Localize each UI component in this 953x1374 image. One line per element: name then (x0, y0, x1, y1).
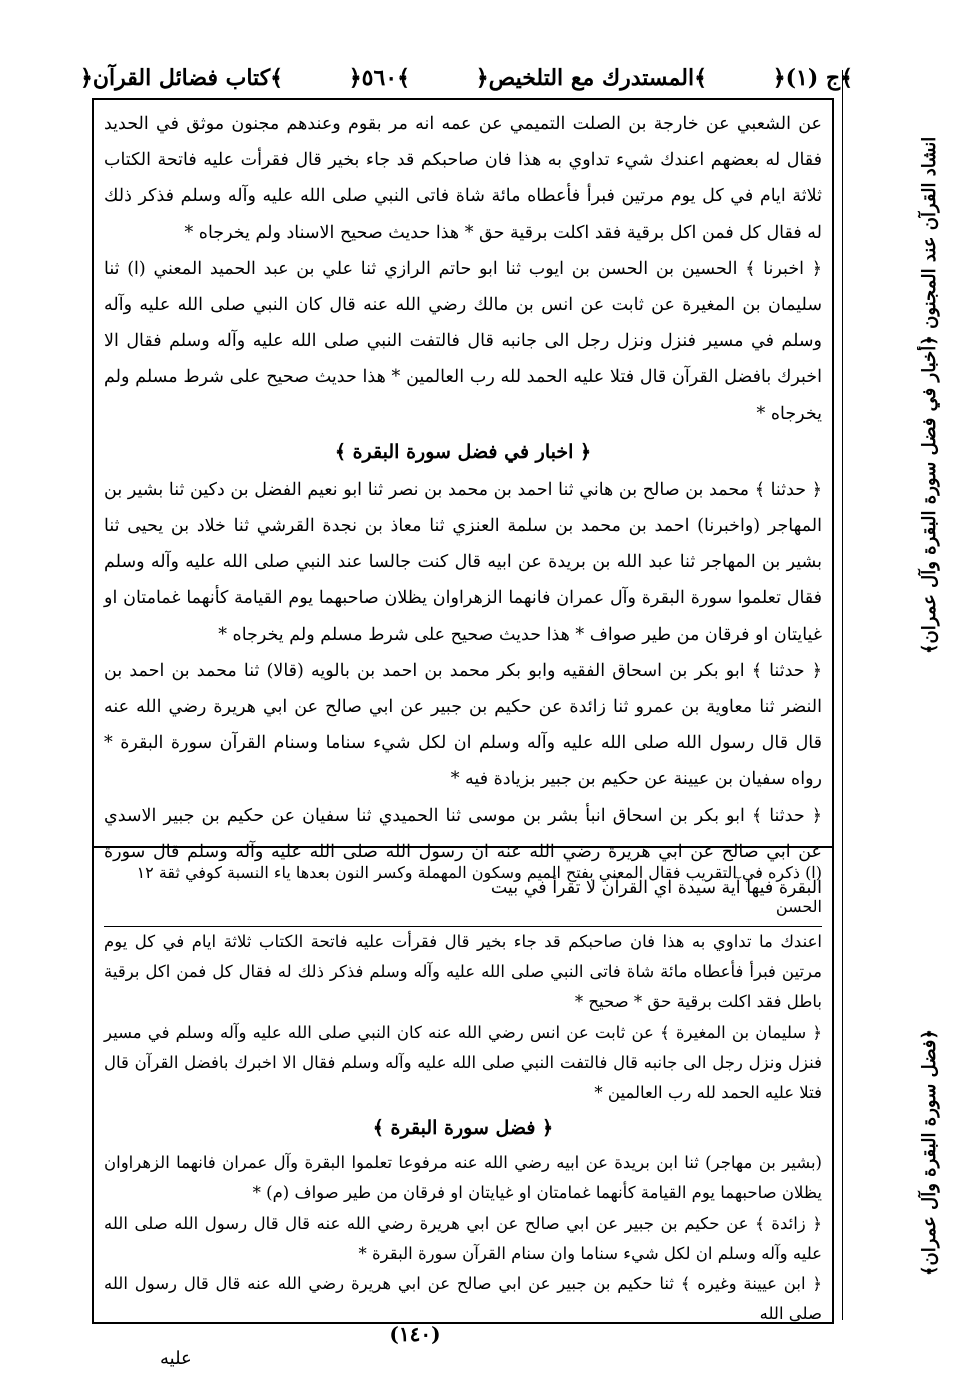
section-title: ﴿كتاب فضائل القرآن﴾ (80, 65, 284, 91)
page-header (80, 58, 853, 98)
summary-paragraph: اعندك ما تداوي به هذا فان صاحبكم قد جاء بخير قال فقرأت عليه فاتحة الكتاب ثلاثة ايام في كل يوم مرتين فبرأ فأعطاه مائة شاة فاتى النبي صلى الله عليه وآله وسلم فذكر ذلك له فقال كل فمن اكل برقية باطل فقد اكلت برقية حق * صحيح * (104, 932, 822, 1012)
margin-note-bottom: ﴿فضل سورة البقرة وآل عمران﴾ (919, 1029, 940, 1276)
text-frame (92, 98, 834, 1324)
hadith-paragraph: ﴿ حدثنا ﴾ ابو بكر بن اسحاق الفقيه وابو بكر محمد بن احمد بن بالويه (قالا) ثنا محمد بن احمد بن النضر ثنا معاوية بن عمرو ثنا زائدة عن حكيم بن جبير عن ابي صالح عن ابي هريرة رضي الله عنه قال قال رسول الله صلى الله عليه وآله وسلم ان لكل شيء سناما وسنام القرآن سورة البقرة * رواه سفيان بن عيينة عن حكيم بن جبير بزيادة فيه * (104, 660, 822, 790)
margin-rule (842, 70, 843, 1320)
footnote: (ا) ذكره في التقريب فقال المعني بفتح الميم وسكون المهملة وكسر النون بعدها ياء النسبة كوفي ثقة ١٢ الحسن (104, 856, 822, 927)
page-number: (١٤٠) (389, 1322, 441, 1346)
volume-label: ﴿ج (١)﴾ (772, 65, 853, 91)
hadith-paragraph: عن الشعبي عن خارجة بن الصلت التميمي عن عمه انه مر بقوم وعندهم مجنون موثق في الحديد فقال له بعضهم اعندك شيء تداوي به هذا فان صاحبكم قد جاء بخير قال فقرأت عليه فاتحة الكتاب ثلاثة ايام في كل يوم مرتين فبرأ فأعطاه مائة شاة فاتى النبي صلى الله عليه وآله وسلم فذكر ذلك له فقال كل فمن اكل برقية فقد اكلت برقية حق * هذا حديث صحيح الاسناد ولم يخرجاه * (104, 114, 822, 243)
page-marker: ﴿٥٦٠﴾ (348, 65, 411, 91)
section-divider (94, 846, 832, 848)
section-heading: ﴿ اخبار في فضل سورة البقرة ﴾ (334, 440, 592, 463)
summary-paragraph: ﴿ زائدة ﴾ عن حكيم بن جبير عن ابي صالح عن ابي هريرة رضي الله عنه قال قال رسول الله صلى الله عليه وآله وسلم ان لكل شيء سناما وان سنام القرآن سورة البقرة * (104, 1213, 822, 1263)
section-heading: ﴿ فضل سورة البقرة ﴾ (372, 1117, 554, 1140)
summary-paragraph: ﴿ سليمان بن المغيرة ﴾ عن ثابت عن انس رضي الله عنه كان النبي صلى الله عليه وآله وسلم في مسير فنزل ونزل رجل الى جانبه قال فالتفت النبي صلى الله عليه وآله وسلم فقال الا اخبرك بافضل القرآن قال فتلا عليه الحمد لله رب العالمين * (104, 1022, 822, 1103)
catchword: عليه (160, 1348, 192, 1369)
hadith-paragraph: ﴿ حدثنا ﴾ ابو بكر بن اسحاق انبأ بشر بن موسى ثنا الحميدي ثنا سفيان عن حكيم بن جبير الاسدي عن ابي صالح عن ابي هريرة رضي الله عنه ان رسول الله صلى الله عليه وآله وسلم قال سورة البقرة فيها آية سيدة اي القرآن لا تقرأ في بيت (104, 805, 822, 899)
margin-note-top: انشاد القرآن عند المجنون ﴿أخبار في فضل سورة البقرة وآل عمران﴾ (919, 136, 940, 654)
hadith-paragraph: ﴿ حدثنا ﴾ محمد بن صالح بن هاني ثنا احمد بن محمد بن نصر ثنا ابو نعيم الفضل بن دكين ثنا بشير بن المهاجر (واخبرنا) احمد بن محمد بن سلمة العنزي ثنا معاذ بن نجدة القرشي ثنا خلاد بن يحيى ثنا بشير بن المهاجر ثنا عبد الله بن بريدة عن ابيه قال كنت جالسا عند النبي صلى الله عليه وآله وسلم فقال تعلموا سورة البقرة وآل عمران فانهما الزهراوان يظلان صاحبهما يوم القيامة كأنهما غمامتان او غيايتان او فرقان من طير صواف * هذا حديث صحيح على شرط مسلم ولم يخرجاه * (104, 479, 822, 645)
book-title: ﴿المستدرك مع التلخيص﴾ (475, 65, 707, 91)
summary-paragraph: ﴿ ابن عيينة وغيره ﴾ ثنا حكيم بن جبير عن ابي صالح عن ابي هريرة رضي الله عنه قال قال رسول الله صلى الله (104, 1274, 822, 1324)
talkhis-text (94, 850, 832, 1322)
hadith-paragraph: ﴿ اخبرنا ﴾ الحسين بن الحسن بن ايوب ثنا ابو حاتم الرازي ثنا علي بن عبد الحميد المعني (ا) ثنا سليمان بن المغيرة عن ثابت عن انس بن مالك رضي الله عنه قال كان النبي صلى الله عليه وآله وسلم في مسير فنزل ونزل رجل الى جانبه قال فالتفت النبي صلى الله عليه وآله وسلم فقال الا اخبرك بافضل القرآن قال فتلا عليه الحمد لله رب العالمين * هذا حديث صحيح على شرط مسلم ولم يخرجاه * (104, 258, 822, 424)
summary-paragraph: (بشير بن مهاجر) ثنا ابن بريدة عن ابيه رضي الله عنه مرفوعا تعلموا البقرة وآل عمران فانهما الزهراوان يظلان صاحبهما يوم القيامة كأنهما غمامتان او غيايتان او فرقان من طير صواف (م) * (104, 1153, 822, 1203)
